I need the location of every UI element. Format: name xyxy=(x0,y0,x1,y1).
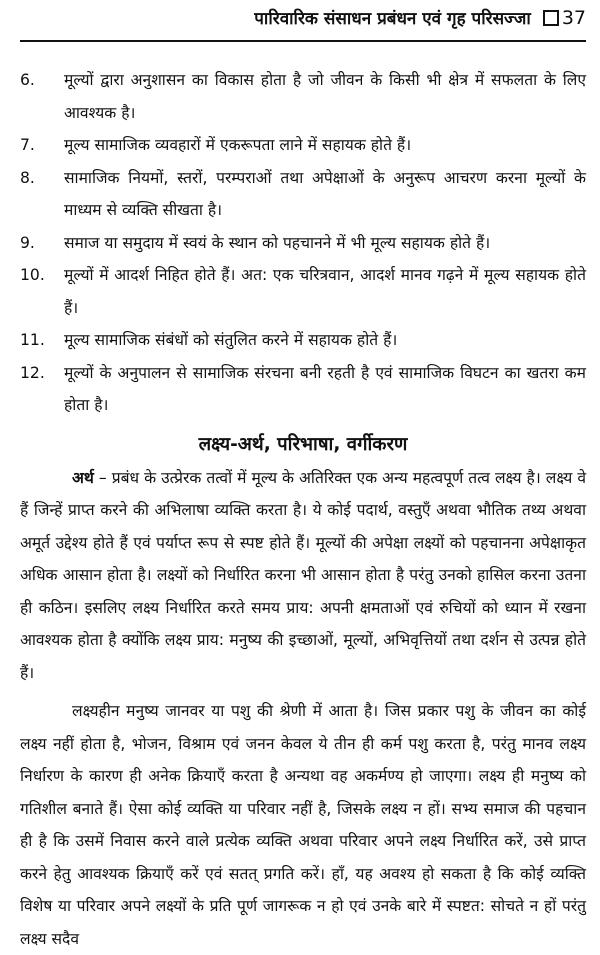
list-item xyxy=(20,227,586,260)
list-item-number: 9. xyxy=(20,233,35,252)
list-item-text: मूल्य सामाजिक व्यवहारों में एकरूपता लाने में सहायक होते हैं। xyxy=(64,136,412,154)
header-title: पारिवारिक संसाधन प्रबंधन एवं गृह परिसज्जा xyxy=(254,9,531,29)
list-item-number: 11. xyxy=(20,331,45,349)
list-item-number: 7. xyxy=(20,136,35,154)
header-rule xyxy=(20,40,586,42)
page-number: 37 xyxy=(561,6,586,29)
paragraph-goalless: लक्ष्यहीन मनुष्य जानवर या पशु की श्रेणी में आता है। जिस प्रकार पशु के जीवन का कोई लक्ष्य नहीं होता है, भोजन, विश्राम एवं जनन केवल ये तीन ही कर्म पशु करता है, परंतु मानव लक्ष्य निर्धारण के कारण ही अनेक क्रियाएँ करता है अन्यथा वह अकर्मण्य हो जाएगा। लक्ष्य ही मनुष्य को गतिशील बनाते हैं। ऐसा कोई व्यक्ति या परिवार नहीं है, जिसके लक्ष्य न हों। सभ्य समाज की पहचान ही है कि उसमें निवास करने वाले प्रत्येक व्यक्ति अथवा परिवार अपने लक्ष्य निर्धारित करें, उसे प्राप्त करने हेतु आवश्यक क्रियाएँ करें एवं सतत् प्रगति करें। हाँ, यह अवश्य हो सकता है कि कोई व्यक्ति विशेष या परिवार अपने लक्ष्यों के प्रति पूर्ण जागरूक न हो एवं उनके बारे में स्पष्टत: सोचते न हों परंतु लक्ष्य सदैव xyxy=(20,702,586,948)
paragraph-meaning xyxy=(20,462,586,690)
section-heading: लक्ष्य-अर्थ, परिभाषा, वर्गीकरण xyxy=(198,433,408,455)
list-item-text: मूल्यों के अनुपालन से सामाजिक संरचना बनी रहती है एवं सामाजिक विघटन का खतरा कम होता है। xyxy=(64,363,586,414)
list-item-text: सामाजिक नियमों, स्तरों, परम्पराओं तथा अपेक्षाओं के अनुरूप आचरण करना मूल्यों के माध्यम से व्यक्ति सीखता है। xyxy=(64,168,586,219)
list-item-number: 10. xyxy=(20,266,45,284)
square-bullet-icon xyxy=(543,10,559,26)
list-item-text: मूल्यों द्वारा अनुशासन का विकास होता है जो जीवन के किसी भी क्षेत्र में सफलता के लिए आवश्यक है। xyxy=(64,71,586,122)
list-item xyxy=(20,129,586,162)
list-item-number: 8. xyxy=(20,168,35,187)
list-item-number: 6. xyxy=(20,71,35,89)
list-item-text: मूल्य सामाजिक संबंधों को संतुलित करने में सहायक होते हैं। xyxy=(64,331,398,349)
list-item xyxy=(20,357,586,422)
list-item-number: 12. xyxy=(20,363,45,382)
list-item-text: समाज या समुदाय में स्वयं के स्थान को पहचानने में भी मूल्य सहायक होते हैं। xyxy=(64,233,491,252)
list-item xyxy=(20,162,586,227)
list-item xyxy=(20,64,586,129)
page-body xyxy=(20,64,586,955)
paragraph-text: – प्रबंध के उत्प्रेरक तत्वों में मूल्य के अतिरिक्त एक अन्य महत्वपूर्ण तत्व लक्ष्य है। लक्ष्य वे हैं जिन्हें प्राप्त करने की अभिलाषा व्यक्ति करता है। ये कोई पदार्थ, वस्तुएँ अथवा भौतिक तथ्य अथवा अमूर्त उद्देश्य होते हैं एवं पर्याप्त रूप से स्पष्ट होते हैं। मूल्यों की अपेक्षा लक्ष्यों को पहचानना अपेक्षाकृत अधिक आसान होता है। लक्ष्यों को निर्धारित करना भी आसान होता है परंतु उनको हासिल करना उतना ही कठिन। इसलिए लक्ष्य निर्धारित करते समय प्राय: अपनी क्षमताओं एवं रुचियों को ध्यान में रखना आवश्यक होता है क्योंकि लक्ष्य प्राय: मनुष्य की इच्छाओं, मूल्यों, अभिवृत्तियों तथा दर्शन से उत्पन्न होते हैं। xyxy=(20,468,586,682)
list-item xyxy=(20,259,586,324)
list-item xyxy=(20,324,586,357)
paragraph-lead-term: अर्थ xyxy=(72,468,94,487)
running-header xyxy=(0,6,586,29)
list-item-text: मूल्यों में आदर्श निहित होते हैं। अत: एक चरित्रवान, आदर्श मानव गढ़ने में मूल्य सहायक होते हैं। xyxy=(64,266,586,317)
